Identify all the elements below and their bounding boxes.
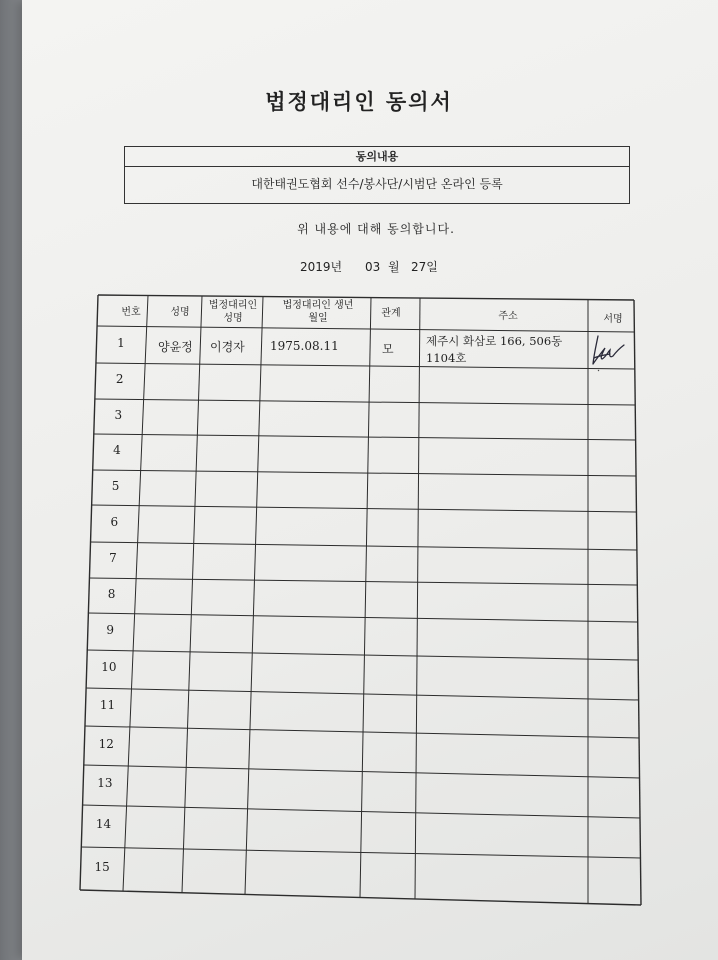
date-day: 27일 bbox=[411, 260, 438, 274]
row-number: 7 bbox=[109, 551, 117, 565]
row-number: 6 bbox=[110, 514, 119, 529]
header-name: 성명 bbox=[170, 307, 190, 318]
handwritten-signature bbox=[588, 328, 636, 376]
document-title: 법정대리인 동의서 bbox=[265, 90, 453, 114]
table-rule bbox=[415, 298, 420, 899]
table-rule bbox=[85, 726, 640, 738]
table-rule bbox=[90, 542, 637, 550]
row-number: 12 bbox=[98, 736, 114, 751]
row1-guardian-name: 이경자 bbox=[210, 340, 245, 354]
table-rule bbox=[86, 688, 639, 700]
row-number: 15 bbox=[94, 859, 110, 874]
row1-guardian-birth: 1975.08.11 bbox=[270, 339, 339, 353]
table-rule bbox=[182, 296, 202, 893]
date-month-unit: 월 bbox=[387, 260, 400, 274]
row-number: 8 bbox=[107, 586, 116, 601]
table-rule bbox=[89, 578, 638, 585]
row-number: 5 bbox=[111, 478, 120, 493]
date-year: 2019년 bbox=[300, 260, 343, 274]
header-guardian-birth: 법정대리인 생년월일 bbox=[282, 300, 354, 324]
header-number: 번호 bbox=[121, 307, 141, 318]
table-rule bbox=[95, 399, 636, 405]
row-number: 1 bbox=[117, 335, 125, 350]
table-rule bbox=[83, 765, 639, 778]
consent-content: 대한태권도협회 선수/봉사단/시범단 온라인 등록 bbox=[251, 177, 503, 191]
row-number: 2 bbox=[115, 372, 124, 386]
row-number: 13 bbox=[97, 776, 113, 790]
date-month: 03 bbox=[365, 260, 381, 274]
agreement-statement: 위 내용에 대해 동의합니다. bbox=[297, 222, 455, 236]
header-guardian-name: 법정대리인 성명 bbox=[208, 300, 258, 324]
table-rule bbox=[360, 298, 371, 898]
table-rule bbox=[80, 295, 98, 890]
table-rule bbox=[634, 300, 641, 905]
table-rule bbox=[98, 295, 634, 300]
row1-name: 양윤정 bbox=[158, 340, 193, 354]
header-address: 주소 bbox=[498, 311, 518, 322]
row-number: 14 bbox=[95, 817, 112, 831]
header-signature: 서명 bbox=[603, 314, 623, 325]
row1-address-line2: 1104호 bbox=[426, 351, 467, 365]
table-rule bbox=[245, 297, 263, 895]
table-rule bbox=[92, 470, 636, 476]
header-relation: 관계 bbox=[381, 308, 401, 319]
table-rule bbox=[96, 363, 635, 369]
row-number: 4 bbox=[113, 443, 121, 457]
consent-header: 동의내용 bbox=[125, 147, 629, 167]
table-rule bbox=[88, 613, 638, 622]
table-rule bbox=[94, 434, 636, 440]
row-number: 11 bbox=[99, 698, 116, 712]
row-number: 10 bbox=[101, 660, 117, 674]
table-rule bbox=[97, 326, 635, 332]
row1-relation: 모 bbox=[382, 342, 394, 356]
row1-address-line1: 제주시 화삼로 166, 506동 bbox=[426, 334, 563, 348]
table-rule bbox=[87, 650, 639, 660]
table-rule bbox=[91, 505, 636, 512]
row-number: 3 bbox=[114, 407, 123, 422]
row-number: 9 bbox=[106, 622, 115, 637]
